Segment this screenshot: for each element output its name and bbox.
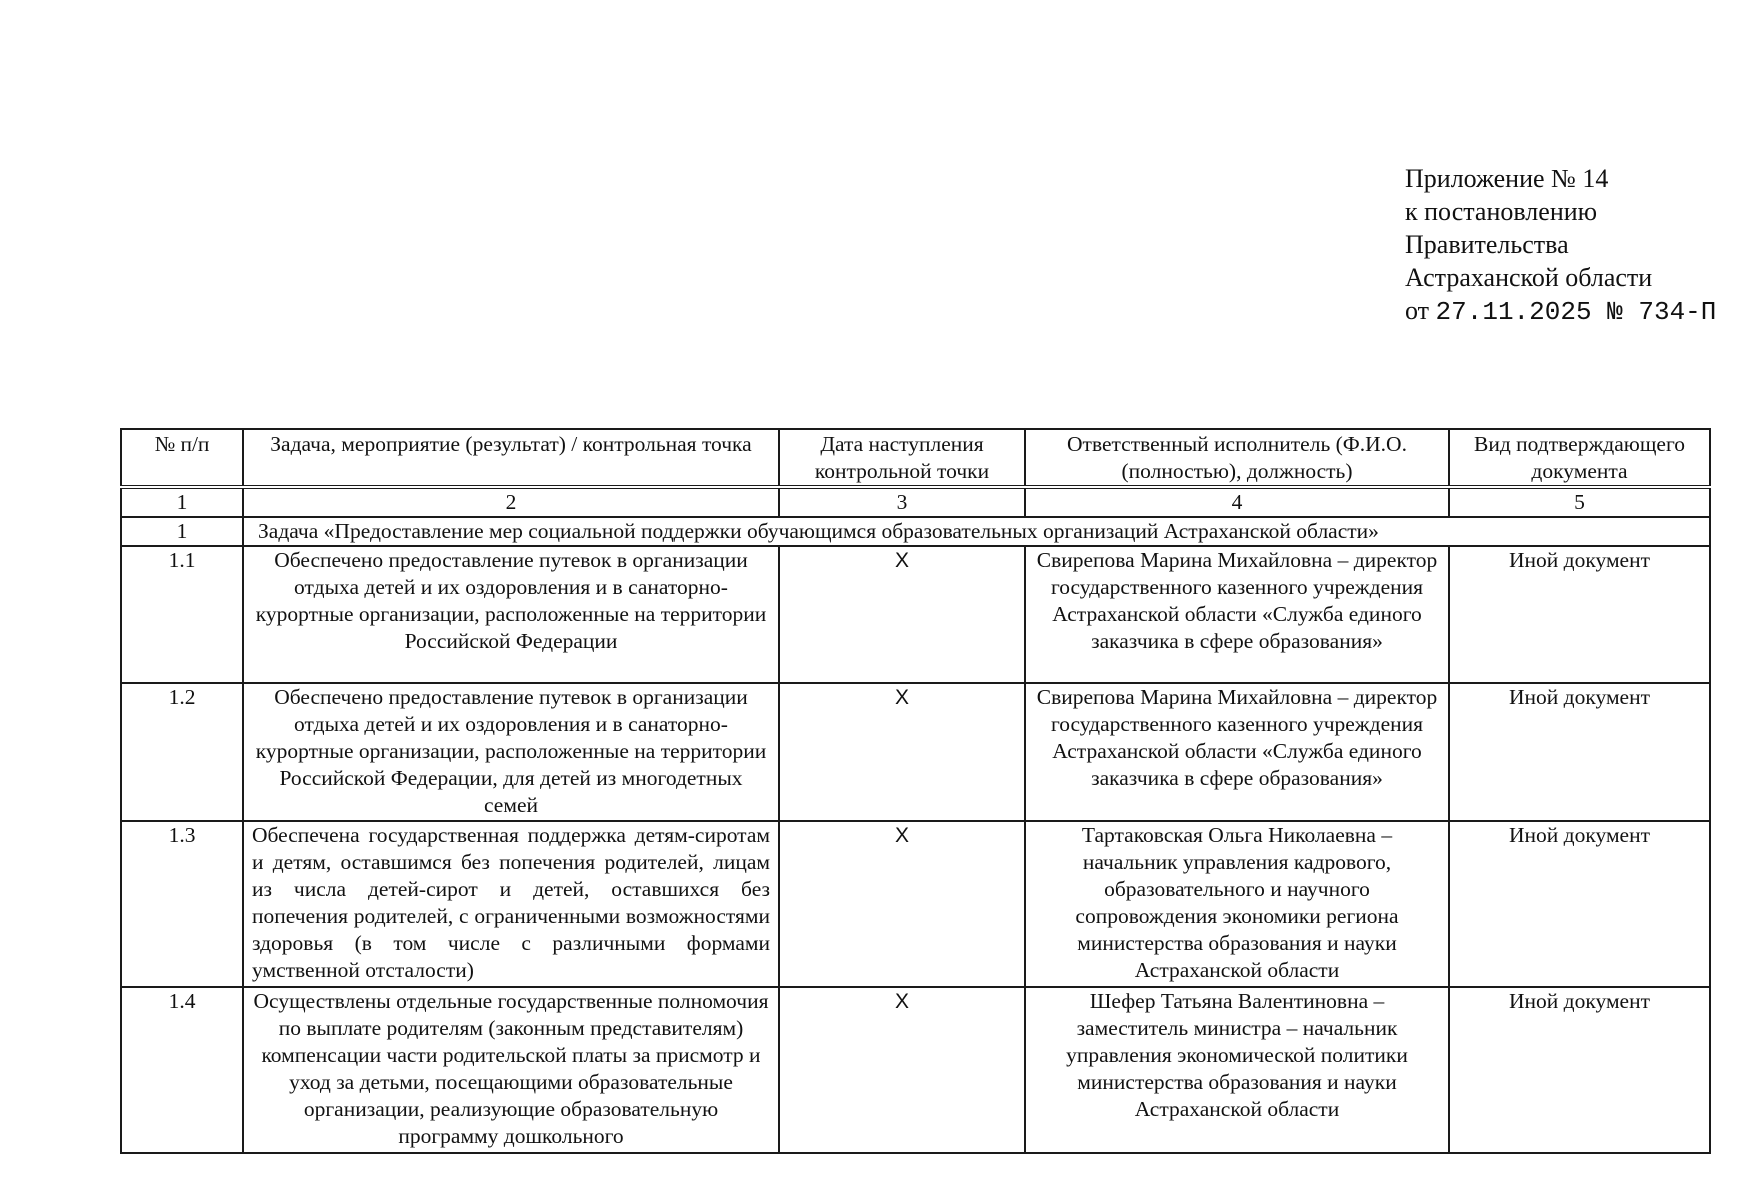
row-responsible: Шефер Татьяна Валентиновна – заместитель министра – начальник управления экономической политики министерства образования и науки Астраханской области	[1025, 987, 1449, 1153]
column-number: 3	[779, 487, 1025, 517]
appendix-region: Астраханской области	[1405, 263, 1653, 292]
column-number: 5	[1449, 487, 1710, 517]
table-row	[121, 546, 1710, 683]
row-document: Иной документ	[1449, 987, 1710, 1153]
appendix-date-value: 27.11.2025 № 734-П	[1435, 297, 1717, 327]
task-row	[121, 517, 1710, 546]
row-task: Осуществлены отдельные государственные полномочия по выплате родителям (законным представителям) компенсации части родительской платы за присмотр и уход за детьми, посещающими образовательные организации, реализующие образовательную программу дошкольного	[243, 987, 779, 1153]
row-task: Обеспечено предоставление путевок в организации отдыха детей и их оздоровления и в санаторно-курортные организации, расположенные на территории Российской Федерации	[243, 546, 779, 683]
appendix-government: Правительства	[1405, 230, 1569, 259]
row-task: Обеспечена государственная поддержка детям-сиротам и детям, оставшимся без попечения родителей, лицам из числа детей-сирот и детей, оставшихся без попечения родителей, с ограниченными возможностями здоровья (в том числе с различными формами умственной отсталости)	[243, 821, 779, 987]
control-points-table	[120, 428, 1711, 1154]
appendix-resolution: к постановлению	[1405, 197, 1598, 226]
table-row	[121, 821, 1710, 987]
row-date: X	[779, 546, 1025, 683]
appendix-header	[1405, 162, 1716, 329]
column-number-row	[121, 487, 1710, 517]
column-number: 2	[243, 487, 779, 517]
row-number: 1.3	[121, 821, 243, 987]
row-number: 1.1	[121, 546, 243, 683]
row-number: 1.2	[121, 683, 243, 821]
row-document: Иной документ	[1449, 821, 1710, 987]
appendix-date-line	[1405, 294, 1716, 329]
table-row	[121, 683, 1710, 821]
row-document: Иной документ	[1449, 683, 1710, 821]
row-date: X	[779, 683, 1025, 821]
header-task: Задача, мероприятие (результат) / контрольная точка	[243, 429, 779, 487]
header-date: Дата наступления контрольной точки	[779, 429, 1025, 487]
appendix-date-prefix: от	[1405, 296, 1430, 325]
table-header-row	[121, 429, 1710, 487]
appendix-number: Приложение № 14	[1405, 164, 1609, 193]
header-document: Вид подтверждающего документа	[1449, 429, 1710, 487]
row-task: Обеспечено предоставление путевок в организации отдыха детей и их оздоровления и в санаторно-курортные организации, расположенные на территории Российской Федерации, для детей из многодетных семей	[243, 683, 779, 821]
row-date: X	[779, 987, 1025, 1153]
header-responsible: Ответственный исполнитель (Ф.И.О. (полностью), должность)	[1025, 429, 1449, 487]
row-responsible: Свирепова Марина Михайловна – директор государственного казенного учреждения Астраханской области «Служба единого заказчика в сфере образования»	[1025, 546, 1449, 683]
column-number: 4	[1025, 487, 1449, 517]
task-number: 1	[121, 517, 243, 546]
table-row	[121, 987, 1710, 1153]
row-date: X	[779, 821, 1025, 987]
row-document: Иной документ	[1449, 546, 1710, 683]
task-title: Задача «Предоставление мер социальной поддержки обучающимся образовательных организаций Астраханской области»	[243, 517, 1710, 546]
row-responsible: Тартаковская Ольга Николаевна – начальник управления кадрового, образовательного и научного сопровождения экономики региона министерства образования и науки Астраханской области	[1025, 821, 1449, 987]
row-responsible: Свирепова Марина Михайловна – директор государственного казенного учреждения Астраханской области «Служба единого заказчика в сфере образования»	[1025, 683, 1449, 821]
row-number: 1.4	[121, 987, 243, 1153]
header-number: № п/п	[121, 429, 243, 487]
column-number: 1	[121, 487, 243, 517]
